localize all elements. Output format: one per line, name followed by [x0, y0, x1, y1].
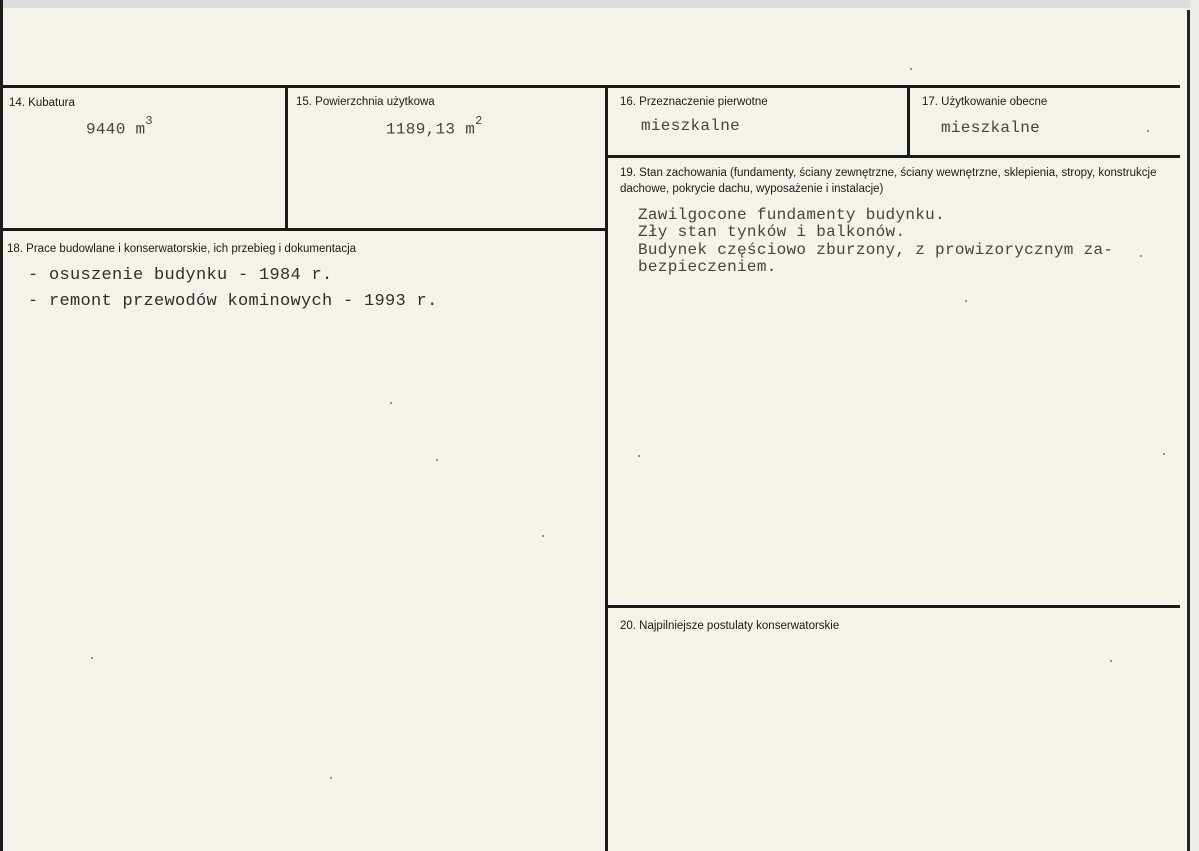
- field-14-unit-exponent: 3: [145, 114, 153, 128]
- field-18-line-1: - osuszenie budynku - 1984 r.: [28, 266, 333, 285]
- scan-speck: [965, 300, 967, 302]
- field-16-label: 16. Przeznaczenie pierwotne: [620, 96, 768, 108]
- scan-speck: [910, 68, 912, 70]
- field-14-value-text: 9440 m: [86, 120, 146, 139]
- field-14-value: [86, 114, 153, 139]
- scan-speck: [1140, 255, 1142, 257]
- field-15-value: [386, 114, 483, 139]
- field-19-line-3: Budynek częściowo zburzony, z prowizorycznym za-: [638, 241, 1114, 259]
- field-15-unit-exponent: 2: [475, 114, 483, 128]
- scan-speck: [542, 535, 544, 537]
- field-20-label: 20. Najpilniejsze postulaty konserwatorskie: [620, 620, 840, 632]
- divider-16-17: [907, 85, 910, 157]
- scan-top-edge: [0, 0, 1199, 8]
- scan-right-margin: [1190, 0, 1199, 851]
- field-15-label: 15. Powierzchnia użytkowa: [296, 96, 435, 108]
- scan-speck: [390, 402, 392, 404]
- divider-center: [605, 85, 608, 851]
- rule-below-19: [607, 605, 1180, 608]
- divider-14-15: [285, 85, 288, 230]
- scan-speck: [1110, 660, 1112, 662]
- field-16-value: mieszkalne: [641, 117, 741, 135]
- field-19-line-2: Zły stan tynków i balkonów.: [638, 223, 906, 241]
- top-rule: [3, 85, 1180, 88]
- field-19-line-1: Zawilgocone fundamenty budynku.: [638, 206, 945, 224]
- field-19-line-4: bezpieczeniem.: [638, 258, 777, 276]
- field-15-value-text: 1189,13 m: [386, 120, 476, 139]
- field-19-label: 19. Stan zachowania (fundamenty, ściany zewnętrzne, ściany wewnętrzne, sklepienia, stropy, konstrukcje dachowe, pokrycie dachu, wyposażenie i instalacje): [620, 167, 1157, 195]
- rule-below-16-17: [607, 155, 1180, 158]
- scan-speck: [436, 459, 438, 461]
- scan-speck: [638, 455, 640, 457]
- scan-speck: [91, 657, 93, 659]
- scan-speck: [1147, 130, 1149, 132]
- rule-below-14-15: [3, 228, 607, 231]
- scan-speck: [330, 777, 332, 779]
- scan-left-edge: [0, 0, 3, 851]
- field-14-label: 14. Kubatura: [9, 97, 75, 109]
- scan-speck: [1163, 453, 1165, 455]
- field-18-label: 18. Prace budowlane i konserwatorskie, ich przebieg i dokumentacja: [7, 243, 357, 255]
- field-18-line-2: - remont przewodów kominowych - 1993 r.: [28, 292, 438, 311]
- field-17-value: mieszkalne: [941, 119, 1041, 137]
- field-17-label: 17. Użytkowanie obecne: [922, 96, 1048, 108]
